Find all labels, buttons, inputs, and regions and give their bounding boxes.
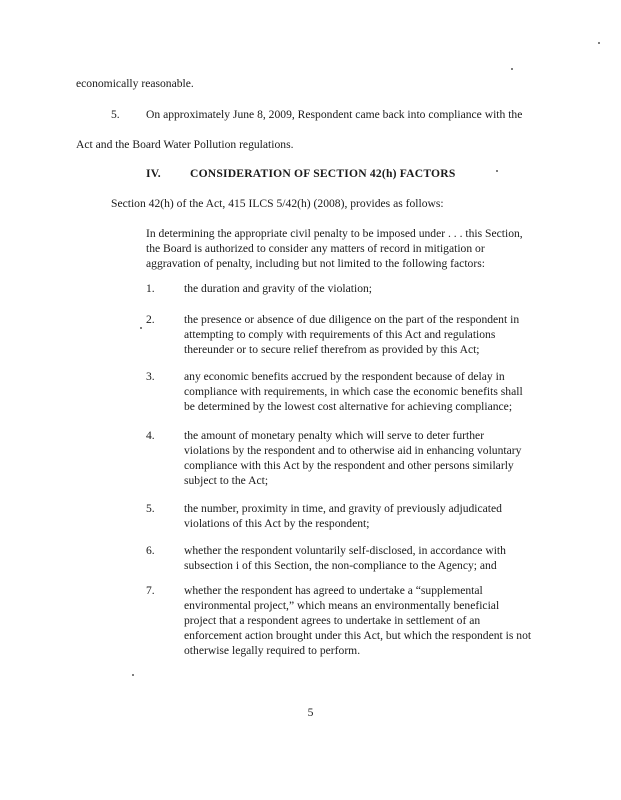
factor-line: any economic benefits accrued by the respondent because of delay in bbox=[184, 370, 505, 383]
factor-number: 5. bbox=[146, 502, 155, 515]
section-heading-number: IV. bbox=[146, 167, 161, 180]
factor-number: 4. bbox=[146, 429, 155, 442]
factor-line: violations by the respondent and to otherwise aid in enhancing voluntary bbox=[184, 444, 522, 458]
factor-number: 1. bbox=[146, 282, 155, 295]
quote-line: aggravation of penalty, including but not limited to the following factors: bbox=[146, 257, 485, 271]
factor-line: whether the respondent has agreed to undertake a “supplemental bbox=[184, 584, 483, 597]
factor-line: compliance with this Act by the respondent and other persons similarly bbox=[184, 459, 514, 473]
quote-line: the Board is authorized to consider any matters of record in mitigation or bbox=[146, 242, 485, 256]
factor-line: the presence or absence of due diligence on the part of the respondent in bbox=[184, 313, 520, 326]
continuation-line: economically reasonable. bbox=[76, 77, 194, 90]
paragraph-5-line-2: Act and the Board Water Pollution regulations. bbox=[76, 138, 294, 151]
section-heading: CONSIDERATION OF SECTION 42(h) FACTORS bbox=[190, 167, 456, 180]
factor-line: project that a respondent agrees to undertake in settlement of an bbox=[184, 614, 481, 628]
paragraph-5-line-1: On approximately June 8, 2009, Respondent came back into compliance with the bbox=[146, 108, 523, 121]
scan-speck bbox=[496, 170, 498, 172]
factor-line: the duration and gravity of the violation; bbox=[184, 282, 373, 295]
quoted-statute bbox=[146, 226, 546, 271]
factor-line: enforcement action brought under this Act, but which the respondent is not bbox=[184, 629, 532, 643]
factor-line: attempting to comply with requirements of this Act and regulations bbox=[184, 328, 496, 342]
paragraph-5-number: 5. bbox=[111, 108, 120, 121]
factor-line: subsection i of this Section, the non-compliance to the Agency; and bbox=[184, 559, 497, 573]
page-number: 5 bbox=[307, 706, 314, 719]
factor-number: 2. bbox=[146, 313, 155, 326]
quote-line: In determining the appropriate civil penalty to be imposed under . . . this Section, bbox=[146, 227, 523, 240]
factor-number: 7. bbox=[146, 584, 155, 597]
factor-line: compliance with requirements, in which case the economic benefits shall bbox=[184, 385, 523, 399]
factor-number: 6. bbox=[146, 544, 155, 557]
factor-line: violations of this Act by the respondent; bbox=[184, 517, 370, 531]
factor-line: environmental project,” which means an environmentally beneficial bbox=[184, 599, 500, 613]
factor-line: be determined by the lowest cost alternative for achieving compliance; bbox=[184, 400, 513, 414]
scan-speck bbox=[598, 42, 600, 44]
factor-line: subject to the Act; bbox=[184, 474, 269, 488]
scan-speck bbox=[132, 674, 134, 676]
factor-line: the amount of monetary penalty which will serve to deter further bbox=[184, 429, 485, 442]
scan-speck bbox=[140, 327, 142, 329]
factor-line: whether the respondent voluntarily self-disclosed, in accordance with bbox=[184, 544, 506, 557]
factor-line: otherwise legally required to perform. bbox=[184, 644, 361, 658]
factor-line: the number, proximity in time, and gravity of previously adjudicated bbox=[184, 502, 502, 515]
intro-paragraph: Section 42(h) of the Act, 415 ILCS 5/42(h) (2008), provides as follows: bbox=[111, 197, 444, 210]
factor-number: 3. bbox=[146, 370, 155, 383]
scan-speck bbox=[511, 68, 513, 70]
factor-line: thereunder or to secure relief therefrom as provided by this Act; bbox=[184, 343, 480, 357]
